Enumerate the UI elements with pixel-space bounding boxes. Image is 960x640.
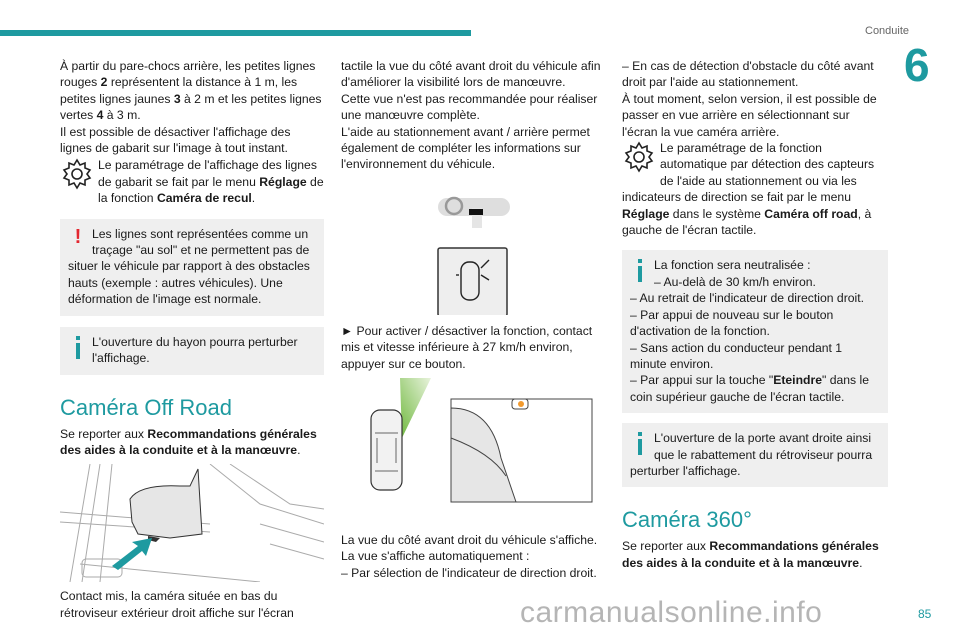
info-line: – Au-delà de 30 km/h environ.: [654, 274, 816, 289]
text-run: L'aide au stationnement avant / arrière permet également de compléter les informations sur l'environnement du véhicule.: [341, 124, 590, 172]
text-run: .: [859, 555, 863, 570]
watermark: carmanualsonline.info: [520, 596, 823, 629]
paragraph: [622, 91, 888, 140]
text-run: L'ouverture du hayon pourra perturber l'affichage.: [92, 334, 298, 366]
text-run: – En cas de détection d'obstacle du côté avant droit par l'aide au stationnement.: [622, 59, 874, 90]
header-bar: [0, 30, 471, 36]
text-run: de la fonction: [98, 174, 324, 206]
bold-text: Eteindre: [773, 373, 822, 388]
text-run: tactile la vue du côté avant droit du véhicule afin d'améliorer la visibilité lors de manœuvre.: [341, 59, 601, 90]
text-run: Cette vue n'est pas recommandée pour réaliser une manœuvre complète.: [341, 91, 598, 123]
text-run: Se reporter aux: [622, 539, 710, 554]
text-run: Il est possible de désactiver l'affichage des lignes de gabarit sur l'image à tout instant.: [60, 124, 291, 156]
info-icon: [68, 334, 88, 360]
text-run: " dans le coin supérieur gauche de l'écran tactile.: [630, 373, 869, 404]
text-run: Les lignes sont représentées comme un traçage "au sol" et ne permettent pas de situer le véhicule par rapport à des obstacles hauts (exemple : autres véhicules). Une déformation de l'image est normale.: [68, 226, 310, 307]
paragraph: [60, 588, 324, 621]
text-run: , à gauche de l'écran tactile.: [622, 206, 872, 238]
paragraph: [60, 426, 324, 459]
paragraph: [341, 548, 603, 564]
bold-text: Caméra off road: [764, 206, 858, 221]
paragraph: [622, 58, 888, 91]
text-run: À tout moment, selon version, il est possible de passer en vue arrière en sélectionnant sur l'écran la vue caméra arrière.: [622, 91, 877, 139]
section-heading: Caméra 360°: [622, 507, 752, 533]
text-run: À partir du pare-chocs arrière, les petites lignes rouges: [60, 59, 316, 90]
paragraph: [622, 538, 888, 571]
text-run: – Par appui sur la touche ": [630, 373, 774, 388]
chapter-number: 6: [904, 39, 930, 91]
text-run: L'ouverture de la porte avant droite ainsi que le rabattement du rétroviseur pourra perturber l'affichage.: [630, 431, 873, 478]
section-title: Conduite: [865, 25, 910, 37]
text-run: Contact mis, la caméra située en bas du rétroviseur extérieur droit affiche sur l'écran: [60, 589, 294, 620]
paragraph: [60, 58, 324, 124]
warning-box: [60, 219, 324, 316]
text-run: La vue du côté avant droit du véhicule s'affiche.: [341, 533, 598, 548]
text-run: dans le système: [669, 206, 765, 221]
text-run: Se reporter aux: [60, 426, 148, 441]
text-run: Le paramétrage de l'affichage des lignes de gabarit se fait par le menu: [98, 158, 317, 189]
info-box: [622, 250, 888, 413]
info-icon: [630, 430, 650, 456]
text-run: représentent la distance à 1 m, les petites lignes jaunes: [60, 75, 298, 106]
bold-text: Caméra de recul: [156, 191, 252, 206]
text-run: à 3 m.: [103, 108, 141, 123]
info-line: – Sans action du conducteur pendant 1 minute environ.: [630, 340, 843, 371]
column-3: [622, 58, 888, 571]
section-heading: Caméra Off Road: [60, 394, 233, 420]
settings-note: [622, 140, 888, 238]
dashboard-button-illustration: [341, 183, 603, 315]
camera-button-icon: [438, 248, 507, 315]
text-run: Le paramétrage de la fonction automatique par détection des capteurs de l'aide au stationnement ou via les indicateurs de direction se fait par le menu: [622, 141, 875, 205]
paragraph: [341, 532, 603, 548]
info-box: [622, 423, 888, 487]
text-run: ► Pour activer / désactiver la fonction, contact mis et vitesse inférieure à 27 km/h environ, appuyer sur ce bouton.: [341, 323, 593, 371]
text-run: – Par sélection de l'indicateur de direction droit.: [341, 565, 597, 580]
info-line: – Au retrait de l'indicateur de direction droit.: [630, 291, 865, 306]
paragraph: [341, 565, 603, 581]
bold-text: Réglage: [259, 174, 307, 189]
info-icon: [630, 257, 650, 283]
text-run: La vue s'affiche automatiquement :: [341, 549, 530, 564]
warning-icon: !: [74, 225, 82, 248]
text-run: à 2 m et les petites lignes vertes: [60, 91, 322, 123]
gear-icon: [60, 157, 94, 191]
column-2: [341, 58, 603, 581]
gear-icon: [622, 140, 656, 174]
camera-view-illustration: [341, 378, 603, 506]
text-run: .: [297, 442, 301, 457]
info-line: [630, 372, 880, 405]
paragraph: [60, 124, 324, 157]
bold-text: Recommandations générales des aides à la conduite et à la manœuvre: [60, 426, 317, 457]
bold-text: 2: [100, 75, 108, 90]
settings-note: [60, 157, 324, 206]
instruction: [341, 323, 603, 372]
info-box: [60, 327, 324, 375]
column-1: [60, 58, 324, 621]
bold-text: Réglage: [622, 206, 670, 221]
bold-text: Recommandations générales des aides à la conduite et à la manœuvre: [622, 539, 879, 570]
paragraph: [341, 124, 603, 173]
info-line: La fonction sera neutralisée :: [654, 258, 811, 273]
info-line: – Par appui de nouveau sur le bouton d'activation de la fonction.: [630, 307, 834, 339]
paragraph: [341, 58, 603, 91]
mirror-camera-illustration: [60, 464, 324, 582]
bold-text: 3: [173, 91, 181, 106]
text-run: .: [251, 191, 256, 206]
page-number: 85: [918, 607, 932, 621]
bold-text: 4: [96, 108, 104, 123]
paragraph: [341, 91, 603, 124]
